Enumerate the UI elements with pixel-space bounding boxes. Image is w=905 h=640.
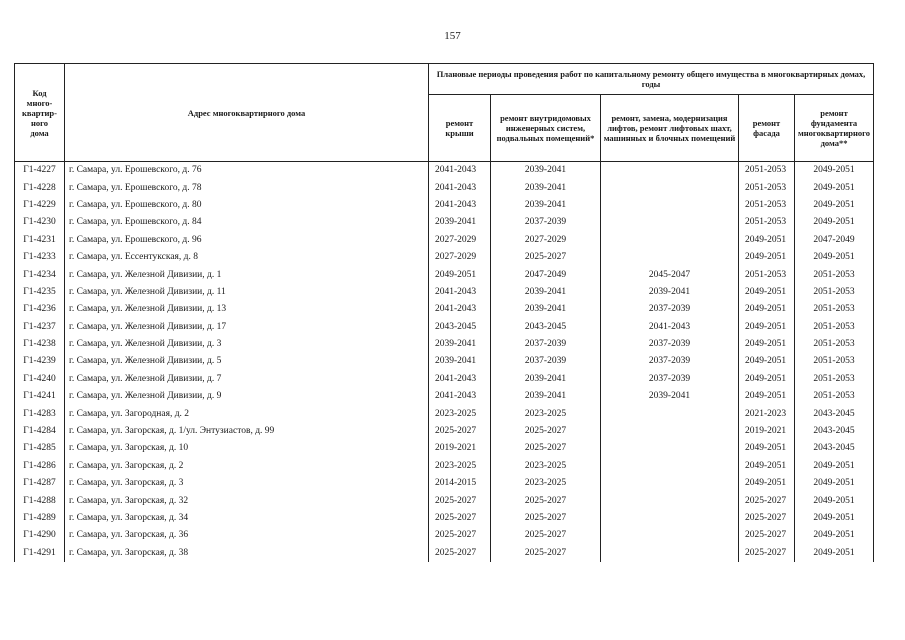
cell-lifts	[601, 440, 739, 457]
cell-code: Г1-4235	[15, 284, 65, 301]
cell-foundation: 2049-2051	[795, 475, 874, 492]
header-engineering: ремонт внутридомовых инженерных систем, подвальных помещений*	[491, 95, 601, 162]
cell-address: г. Самара, ул. Железной Дивизии, д. 13	[69, 304, 227, 315]
cell-roof: 2039-2041	[429, 214, 491, 231]
cell-lifts	[601, 214, 739, 231]
cell-roof: 2025-2027	[429, 545, 491, 562]
cell-code: Г1-4241	[15, 388, 65, 405]
cell-foundation: 2051-2053	[795, 371, 874, 388]
cell-roof: 2019-2021	[429, 440, 491, 457]
cell-code: Г1-4285	[15, 440, 65, 457]
cell-lifts	[601, 475, 739, 492]
cell-roof: 2039-2041	[429, 353, 491, 370]
cell-engineering: 2043-2045	[491, 319, 601, 336]
cell-facade: 2049-2051	[739, 301, 795, 318]
cell-engineering: 2025-2027	[491, 423, 601, 440]
header-foundation: ремонт фундамента многоквартирного дома**	[795, 95, 874, 162]
cell-engineering: 2039-2041	[491, 162, 601, 180]
cell-address: г. Самара, ул. Ерошевского, д. 84	[69, 217, 202, 228]
table-header	[15, 64, 874, 162]
cell-foundation: 2049-2051	[795, 179, 874, 196]
cell-roof: 2041-2043	[429, 162, 491, 180]
cell-engineering: 2037-2039	[491, 336, 601, 353]
cell-roof: 2049-2051	[429, 266, 491, 283]
cell-roof: 2043-2045	[429, 319, 491, 336]
cell-code: Г1-4288	[15, 492, 65, 509]
cell-lifts	[601, 405, 739, 422]
cell-lifts	[601, 458, 739, 475]
table-row	[15, 527, 874, 544]
header-roof: ремонт крыши	[429, 95, 491, 162]
cell-engineering: 2027-2029	[491, 232, 601, 249]
cell-lifts	[601, 423, 739, 440]
cell-engineering: 2039-2041	[491, 179, 601, 196]
cell-facade: 2049-2051	[739, 232, 795, 249]
cell-facade: 2049-2051	[739, 475, 795, 492]
table-row	[15, 319, 874, 336]
table-row	[15, 336, 874, 353]
header-lifts: ремонт, замена, модернизация лифтов, ремонт лифтовых шахт, машинных и блочных помещений	[601, 95, 739, 162]
cell-roof: 2025-2027	[429, 510, 491, 527]
cell-address: г. Самара, ул. Железной Дивизии, д. 5	[69, 356, 222, 367]
cell-facade: 2049-2051	[739, 440, 795, 457]
table-row	[15, 249, 874, 266]
cell-foundation: 2049-2051	[795, 214, 874, 231]
cell-roof: 2041-2043	[429, 301, 491, 318]
cell-facade: 2049-2051	[739, 336, 795, 353]
cell-engineering: 2023-2025	[491, 405, 601, 422]
cell-code: Г1-4290	[15, 527, 65, 544]
cell-lifts: 2039-2041	[601, 388, 739, 405]
cell-foundation: 2049-2051	[795, 545, 874, 562]
header-address: Адрес многоквартирного дома	[65, 64, 429, 162]
table-row	[15, 492, 874, 509]
cell-facade: 2049-2051	[739, 284, 795, 301]
cell-lifts: 2037-2039	[601, 371, 739, 388]
repair-schedule-table	[14, 63, 874, 562]
cell-roof: 2014-2015	[429, 475, 491, 492]
cell-engineering: 2025-2027	[491, 249, 601, 266]
cell-code: Г1-4240	[15, 371, 65, 388]
cell-address: г. Самара, ул. Ессентукская, д. 8	[69, 252, 198, 263]
cell-facade: 2051-2053	[739, 197, 795, 214]
cell-foundation: 2049-2051	[795, 197, 874, 214]
cell-engineering: 2039-2041	[491, 284, 601, 301]
table-row	[15, 423, 874, 440]
cell-lifts	[601, 527, 739, 544]
cell-roof: 2041-2043	[429, 371, 491, 388]
cell-address: г. Самара, ул. Ерошевского, д. 76	[69, 165, 202, 176]
cell-lifts	[601, 162, 739, 180]
cell-address: г. Самара, ул. Загорская, д. 34	[69, 513, 189, 523]
cell-code: Г1-4284	[15, 423, 65, 440]
table-row	[15, 510, 874, 527]
cell-address: г. Самара, ул. Загорская, д. 38	[69, 547, 189, 558]
cell-code: Г1-4289	[15, 510, 65, 527]
table-row	[15, 301, 874, 318]
cell-address: г. Самара, ул. Железной Дивизии, д. 7	[69, 373, 222, 384]
table-row	[15, 179, 874, 196]
cell-roof: 2025-2027	[429, 492, 491, 509]
cell-roof: 2041-2043	[429, 197, 491, 214]
cell-facade: 2025-2027	[739, 545, 795, 562]
cell-foundation: 2049-2051	[795, 458, 874, 475]
cell-facade: 2021-2023	[739, 405, 795, 422]
cell-address: г. Самара, ул. Ерошевского, д. 96	[69, 234, 202, 245]
cell-engineering: 2023-2025	[491, 458, 601, 475]
cell-facade: 2049-2051	[739, 353, 795, 370]
cell-roof: 2041-2043	[429, 284, 491, 301]
cell-code: Г1-4287	[15, 475, 65, 492]
cell-lifts	[601, 179, 739, 196]
cell-facade: 2051-2053	[739, 266, 795, 283]
cell-facade: 2049-2051	[739, 458, 795, 475]
cell-engineering: 2025-2027	[491, 440, 601, 457]
cell-lifts: 2045-2047	[601, 266, 739, 283]
table-row	[15, 545, 874, 562]
cell-address: г. Самара, ул. Загорская, д. 36	[69, 530, 189, 541]
cell-roof: 2041-2043	[429, 388, 491, 405]
cell-code: Г1-4231	[15, 232, 65, 249]
table-row	[15, 232, 874, 249]
cell-roof: 2027-2029	[429, 249, 491, 266]
cell-address: г. Самара, ул. Загорская, д. 2	[69, 460, 184, 471]
cell-facade: 2025-2027	[739, 492, 795, 509]
cell-foundation: 2051-2053	[795, 388, 874, 405]
table-row	[15, 475, 874, 492]
cell-address: г. Самара, ул. Загорская, д. 10	[69, 443, 189, 454]
cell-code: Г1-4227	[15, 162, 65, 180]
cell-engineering: 2025-2027	[491, 510, 601, 527]
cell-lifts	[601, 510, 739, 527]
cell-foundation: 2051-2053	[795, 301, 874, 318]
cell-foundation: 2043-2045	[795, 405, 874, 422]
cell-facade: 2019-2021	[739, 423, 795, 440]
cell-address: г. Самара, ул. Железной Дивизии, д. 11	[69, 286, 226, 297]
cell-roof: 2023-2025	[429, 458, 491, 475]
cell-engineering: 2023-2025	[491, 475, 601, 492]
cell-facade: 2049-2051	[739, 388, 795, 405]
cell-facade: 2049-2051	[739, 319, 795, 336]
cell-foundation: 2049-2051	[795, 527, 874, 544]
cell-address: г. Самара, ул. Железной Дивизии, д. 1	[69, 269, 222, 280]
cell-roof: 2023-2025	[429, 405, 491, 422]
cell-engineering: 2037-2039	[491, 214, 601, 231]
cell-roof: 2027-2029	[429, 232, 491, 249]
cell-code: Г1-4229	[15, 197, 65, 214]
cell-address: г. Самара, ул. Железной Дивизии, д. 3	[69, 339, 222, 350]
cell-code: Г1-4286	[15, 458, 65, 475]
cell-address: г. Самара, ул. Загородная, д. 2	[69, 408, 190, 419]
cell-foundation: 2047-2049	[795, 232, 874, 249]
cell-lifts: 2037-2039	[601, 353, 739, 370]
cell-code: Г1-4234	[15, 266, 65, 283]
cell-address: г. Самара, ул. Железной Дивизии, д. 9	[69, 391, 222, 402]
cell-engineering: 2039-2041	[491, 388, 601, 405]
cell-engineering: 2037-2039	[491, 353, 601, 370]
cell-code: Г1-4283	[15, 405, 65, 422]
cell-engineering: 2047-2049	[491, 266, 601, 283]
table-row	[15, 458, 874, 475]
cell-code: Г1-4237	[15, 319, 65, 336]
cell-engineering: 2039-2041	[491, 301, 601, 318]
cell-roof: 2025-2027	[429, 527, 491, 544]
cell-code: Г1-4233	[15, 249, 65, 266]
cell-address: г. Самара, ул. Загорская, д. 3	[69, 478, 184, 489]
cell-code: Г1-4228	[15, 179, 65, 196]
cell-lifts	[601, 232, 739, 249]
cell-lifts: 2041-2043	[601, 319, 739, 336]
cell-engineering: 2025-2027	[491, 527, 601, 544]
table-row	[15, 440, 874, 457]
cell-foundation: 2051-2053	[795, 353, 874, 370]
cell-foundation: 2043-2045	[795, 440, 874, 457]
table-body	[15, 162, 874, 562]
cell-address: г. Самара, ул. Ерошевского, д. 78	[69, 182, 202, 193]
cell-address: г. Самара, ул. Железной Дивизии, д. 17	[69, 321, 227, 332]
cell-foundation: 2051-2053	[795, 336, 874, 353]
cell-foundation: 2049-2051	[795, 492, 874, 509]
cell-foundation: 2043-2045	[795, 423, 874, 440]
cell-facade: 2025-2027	[739, 527, 795, 544]
cell-code: Г1-4236	[15, 301, 65, 318]
cell-facade: 2051-2053	[739, 214, 795, 231]
cell-code: Г1-4230	[15, 214, 65, 231]
cell-foundation: 2051-2053	[795, 284, 874, 301]
table-row	[15, 284, 874, 301]
cell-roof: 2025-2027	[429, 423, 491, 440]
cell-engineering: 2039-2041	[491, 197, 601, 214]
cell-code: Г1-4239	[15, 353, 65, 370]
table-row	[15, 266, 874, 283]
table-row	[15, 162, 874, 180]
cell-facade: 2051-2053	[739, 179, 795, 196]
cell-lifts	[601, 249, 739, 266]
table-row	[15, 388, 874, 405]
cell-lifts	[601, 545, 739, 562]
header-code	[15, 64, 65, 162]
cell-address: г. Самара, ул. Загорская, д. 32	[69, 495, 189, 506]
cell-roof: 2041-2043	[429, 179, 491, 196]
cell-foundation: 2051-2053	[795, 319, 874, 336]
table-row	[15, 405, 874, 422]
cell-facade: 2049-2051	[739, 249, 795, 266]
header-periods: Плановые периоды проведения работ по капитальному ремонту общего имущества в многоквартирных домах, годы	[429, 64, 874, 95]
table-row	[15, 197, 874, 214]
cell-address: г. Самара, ул. Ерошевского, д. 80	[69, 199, 202, 210]
cell-lifts	[601, 492, 739, 509]
table-row	[15, 353, 874, 370]
cell-foundation: 2049-2051	[795, 249, 874, 266]
cell-engineering: 2039-2041	[491, 371, 601, 388]
header-facade: ремонт фасада	[739, 95, 795, 162]
cell-engineering: 2025-2027	[491, 545, 601, 562]
cell-foundation: 2051-2053	[795, 266, 874, 283]
cell-facade: 2025-2027	[739, 510, 795, 527]
header-code-text: Код много- квартир- ного дома	[22, 87, 57, 138]
cell-foundation: 2049-2051	[795, 162, 874, 180]
cell-facade: 2051-2053	[739, 162, 795, 180]
page-number: 157	[444, 30, 461, 42]
cell-code: Г1-4238	[15, 336, 65, 353]
cell-lifts: 2037-2039	[601, 336, 739, 353]
cell-engineering: 2025-2027	[491, 492, 601, 509]
cell-roof: 2039-2041	[429, 336, 491, 353]
cell-address: г. Самара, ул. Загорская, д. 1/ул. Энтузиастов, д. 99	[69, 426, 275, 437]
cell-code: Г1-4291	[15, 545, 65, 562]
cell-lifts: 2037-2039	[601, 301, 739, 318]
cell-facade: 2049-2051	[739, 371, 795, 388]
cell-lifts	[601, 197, 739, 214]
cell-lifts: 2039-2041	[601, 284, 739, 301]
table-row	[15, 214, 874, 231]
cell-foundation: 2049-2051	[795, 510, 874, 527]
table-row	[15, 371, 874, 388]
